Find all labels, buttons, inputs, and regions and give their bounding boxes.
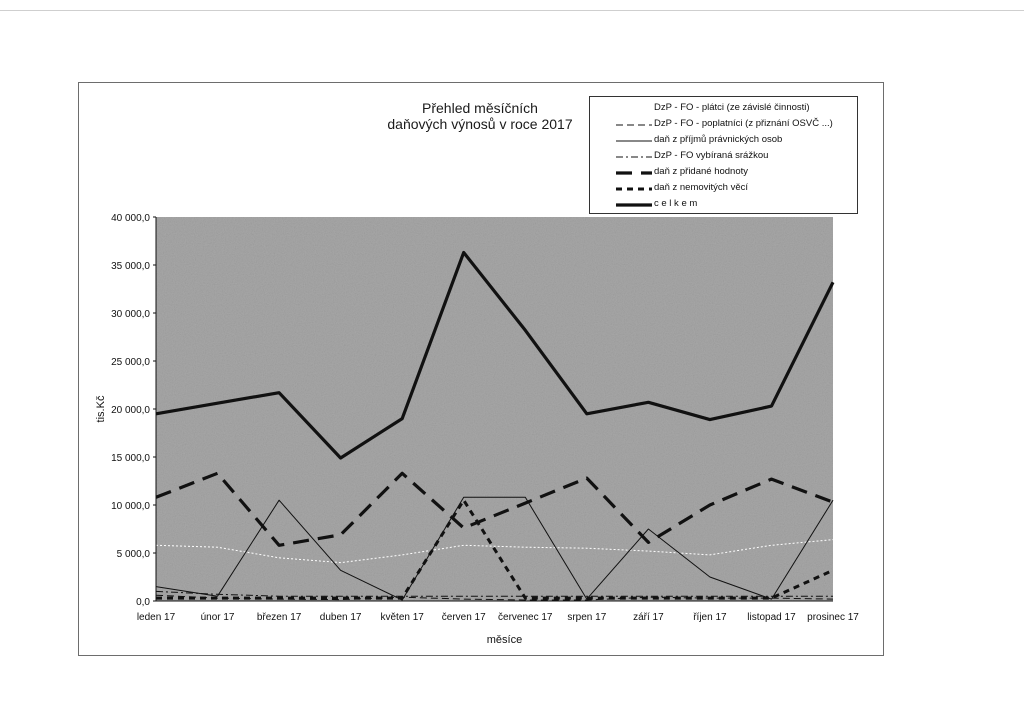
legend-swatch — [616, 149, 652, 165]
y-tick-label: 20 000,0 — [111, 405, 150, 416]
x-tick-label: červenec 17 — [498, 612, 553, 623]
y-tick-label: 35 000,0 — [111, 261, 150, 272]
legend-item — [590, 197, 857, 213]
legend-label: daň z přidané hodnoty — [654, 166, 749, 177]
y-tick-label: 40 000,0 — [111, 213, 150, 224]
x-tick-label: červen 17 — [441, 612, 486, 623]
x-tick-label: duben 17 — [319, 612, 362, 623]
legend-swatch — [616, 101, 652, 117]
legend-label: DzP - FO - poplatníci (z přiznání OSVČ ...) — [654, 118, 833, 129]
chart-title-line-2: daňových výnosů v roce 2017 — [387, 116, 573, 132]
x-tick-label: září 17 — [633, 612, 664, 623]
x-tick-labels — [137, 612, 859, 623]
y-tick-label: 10 000,0 — [111, 501, 150, 512]
legend-swatch — [616, 133, 652, 149]
legend-item — [590, 165, 857, 181]
legend-label: DzP - FO vybíraná srážkou — [654, 150, 769, 161]
legend-label: daň z příjmů právnických osob — [654, 134, 783, 145]
legend-label: c e l k e m — [654, 198, 698, 209]
y-tick-label: 5 000,0 — [116, 549, 150, 560]
legend-swatch — [616, 117, 652, 133]
x-tick-label: březen 17 — [256, 612, 302, 623]
legend-item — [590, 101, 857, 117]
x-tick-label: leden 17 — [136, 612, 176, 623]
y-tick-label: 0,0 — [136, 597, 150, 608]
y-tick-label: 30 000,0 — [111, 309, 150, 320]
legend-item — [590, 181, 857, 197]
chart-legend — [589, 96, 858, 214]
y-tick-labels — [111, 213, 156, 608]
y-tick-label: 25 000,0 — [111, 357, 150, 368]
legend-swatch — [616, 197, 652, 213]
legend-swatch — [616, 181, 652, 197]
y-tick-label: 15 000,0 — [111, 453, 150, 464]
x-tick-label: květen 17 — [380, 612, 424, 623]
chart-title-line-1: Přehled měsíčních — [422, 100, 538, 116]
legend-item — [590, 117, 857, 133]
x-tick-label: listopad 17 — [747, 612, 796, 623]
x-tick-label: únor 17 — [200, 612, 235, 623]
legend-item — [590, 133, 857, 149]
x-axis-title: měsíce — [486, 634, 523, 646]
plot-area — [156, 217, 833, 601]
legend-swatch — [616, 165, 652, 181]
x-tick-label: říjen 17 — [693, 612, 727, 623]
legend-label: DzP - FO - plátci (ze závislé činnosti) — [654, 102, 810, 113]
x-tick-label: prosinec 17 — [807, 612, 859, 623]
legend-item — [590, 149, 857, 165]
y-axis-title: tis.Kč — [95, 395, 107, 423]
x-tick-label: srpen 17 — [567, 612, 607, 623]
legend-label: daň z nemovitých věcí — [654, 182, 748, 193]
